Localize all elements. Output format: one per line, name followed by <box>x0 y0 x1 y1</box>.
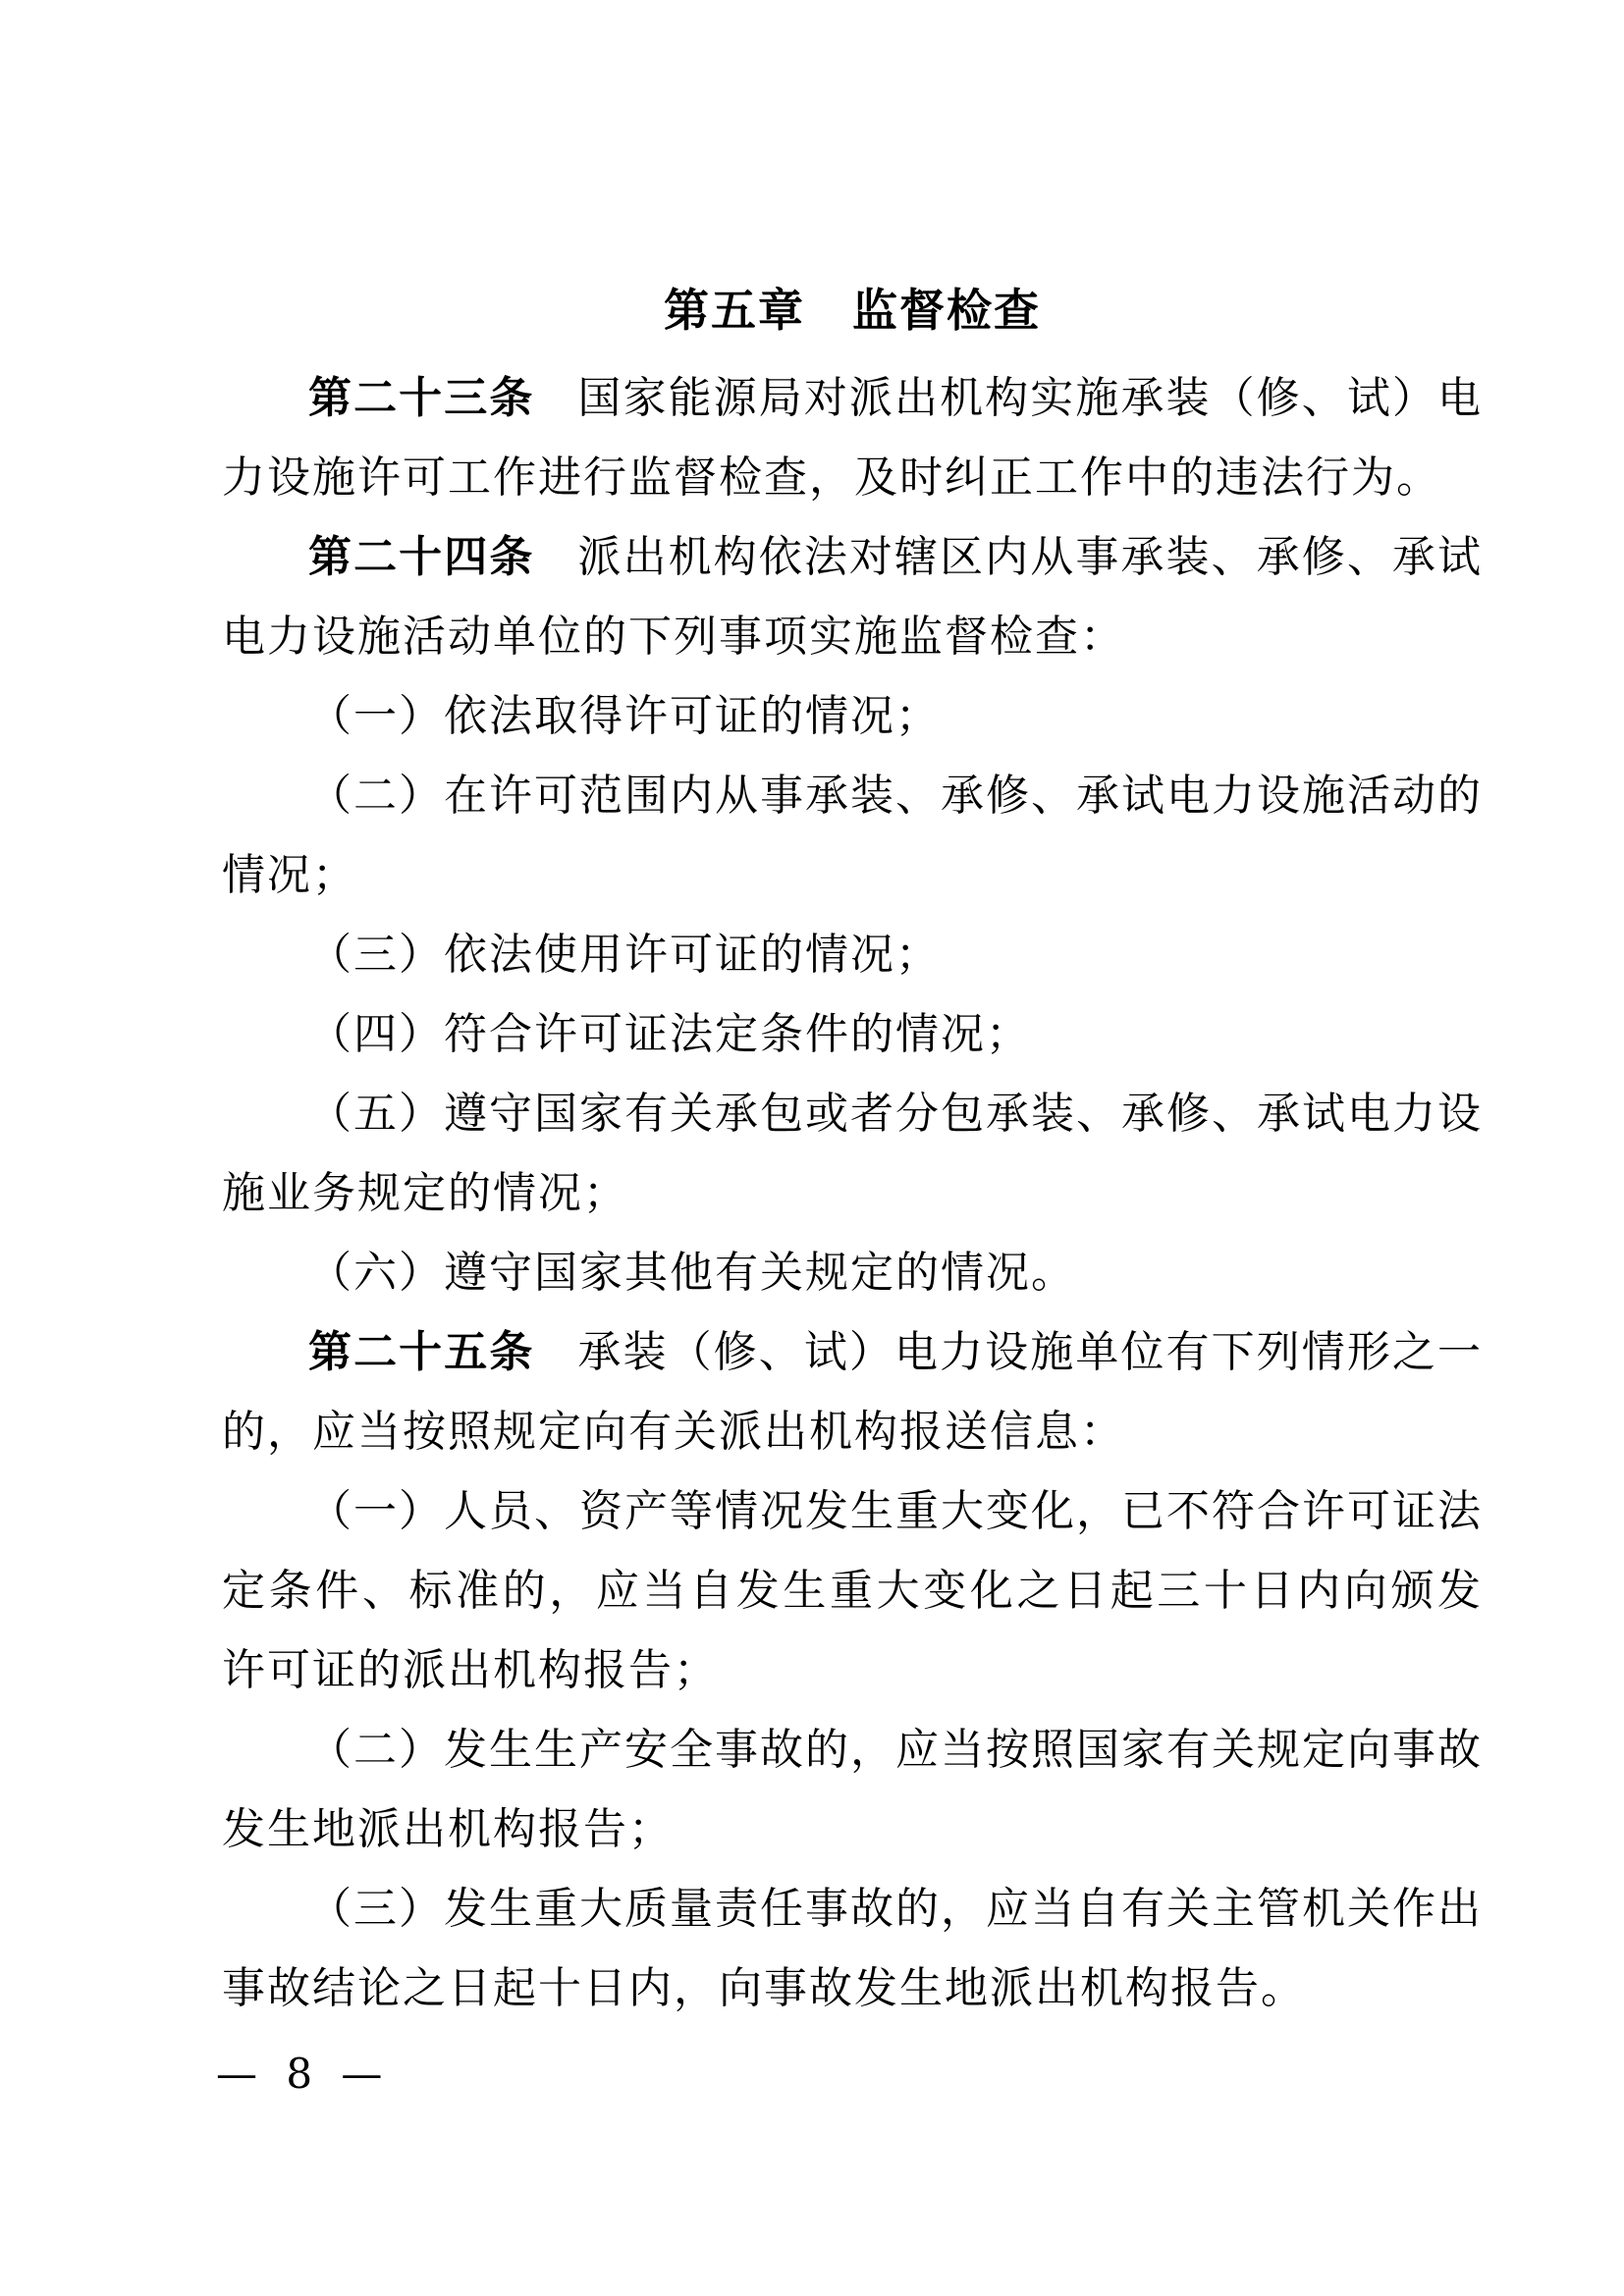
list-item: （四）符合许可证法定条件的情况； <box>308 1009 1031 1059</box>
article-24-text: 派出机构依法对辖区内从事承装、承修、承试电力设施活动单位的下列事项实施监督检查： <box>222 532 1484 662</box>
list-item: （五）遵守国家有关承包或者分包承装、承修、承试电力设施业务规定的情况； <box>222 1089 1483 1218</box>
list-item: （一）人员、资产等情况发生重大变化，已不符合许可证法定条件、标准的，应当自发生重大变化之日起三十日内向颁发许可证的派出机构报告； <box>222 1486 1483 1695</box>
article-25-text: 承装（修、试）电力设施单位有下列情形之一的，应当按照规定向有关派出机构报送信息： <box>222 1327 1484 1457</box>
article-23-label: 第二十三条 <box>308 373 535 423</box>
list-item: （一）依法取得许可证的情况； <box>308 691 941 741</box>
document-content <box>222 271 1483 2028</box>
list-item: （二）发生生产安全事故的，应当按照国家有关规定向事故发生地派出机构报告； <box>222 1725 1483 1854</box>
article-23-text: 国家能源局对派出机构实施承装（修、试）电力设施许可工作进行监督检查，及时纠正工作中的违法行为。 <box>222 373 1484 503</box>
article-23-paragraph <box>222 358 1483 517</box>
page-number: — 8 — <box>216 2050 391 2098</box>
article-25-label: 第二十五条 <box>308 1327 535 1377</box>
list-item: （二）在许可范围内从事承装、承修、承试电力设施活动的情况； <box>222 771 1483 900</box>
article-24-label: 第二十四条 <box>308 532 535 582</box>
article-25-paragraph <box>222 1312 1483 1471</box>
article-24-paragraph <box>222 517 1483 676</box>
list-item: （三）依法使用许可证的情况； <box>308 930 941 980</box>
list-item: （三）发生重大质量责任事故的，应当自有关主管机关作出事故结论之日起十日内，向事故发生地派出机构报告。 <box>222 1884 1483 2013</box>
chapter-heading: 第五章 监督检查 <box>664 284 1041 337</box>
list-item: （六）遵守国家其他有关规定的情况。 <box>308 1248 1076 1298</box>
